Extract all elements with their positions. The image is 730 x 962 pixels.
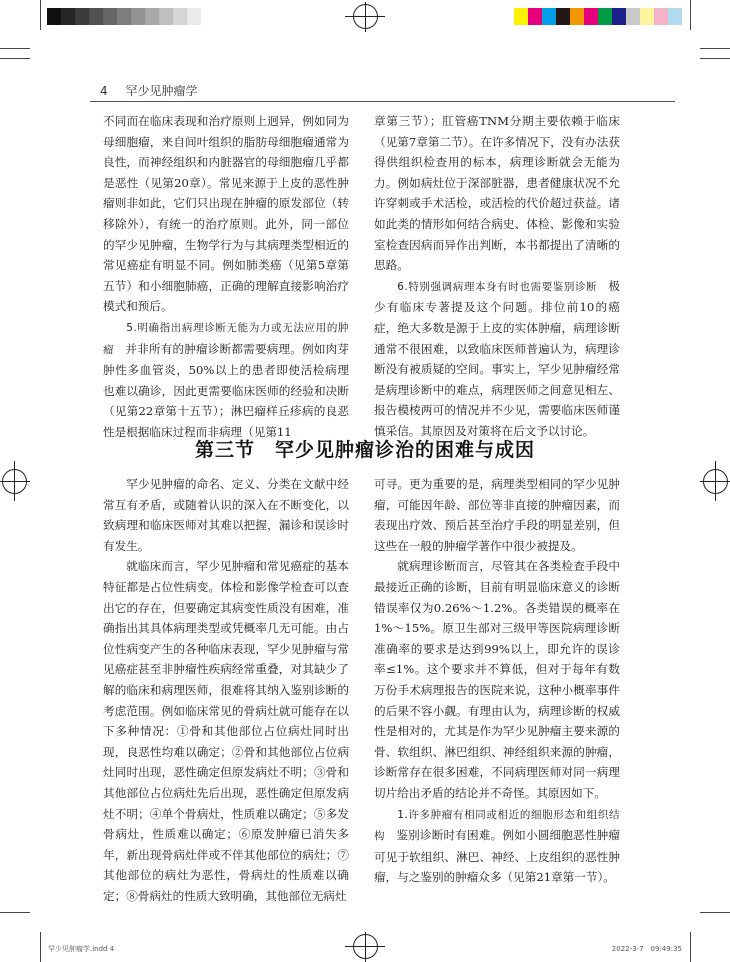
bottom-left-column xyxy=(103,474,349,906)
calibration-swatch xyxy=(75,8,89,25)
paragraph xyxy=(374,474,620,556)
paragraph-lead: 1.许多肿瘤有相同或相近的细胞形态和组织结构 xyxy=(374,808,620,843)
calibration-swatch xyxy=(145,8,159,25)
paragraph xyxy=(103,474,349,556)
file-info-right: 2022-3-7 09:49:35 xyxy=(611,945,682,953)
calibration-swatch xyxy=(159,8,173,25)
trim-mark xyxy=(700,912,730,913)
calibration-swatch xyxy=(187,8,201,25)
registration-mark-right xyxy=(700,461,730,501)
calibration-swatch xyxy=(542,8,556,25)
calibration-swatch xyxy=(173,8,187,25)
top-right-column xyxy=(374,111,620,442)
trim-mark xyxy=(0,48,30,49)
calibration-swatch xyxy=(514,8,528,25)
trim-mark xyxy=(0,912,30,913)
trim-mark xyxy=(40,0,41,30)
trim-mark xyxy=(40,932,41,962)
paragraph xyxy=(103,317,349,443)
calibration-swatch xyxy=(117,8,131,25)
paragraph-text: 极少有临床专著提及这个问题。排位前10的癌症，绝大多数是源于上皮的实体肿瘤，病理诊断通常不很困难，以致临床医师普遍认为，病理诊断没有被质疑的空间。事实上，罕少见肿瘤经常是病理诊断中的难点，病理医师之间意见相左、报告模棱两可的情况并不少见，需要临床医师谨慎采信。其原因及对策将在后文予以讨论。 xyxy=(374,278,620,438)
paragraph-lead: 5.明确指出病理诊断无能为力或无法应用的肿瘤 xyxy=(103,321,349,356)
calibration-swatch xyxy=(668,8,682,25)
paragraph-text: 鉴别诊断时有困难。例如小圆细胞恶性肿瘤可见于软组织、淋巴、神经、上皮组织的恶性肿瘤，与之鉴别的肿瘤众多（见第21章第一节）。 xyxy=(374,828,620,885)
registration-mark-bottom xyxy=(345,932,385,962)
paragraph xyxy=(374,556,620,803)
paragraph xyxy=(374,111,620,276)
bottom-right-column xyxy=(374,474,620,888)
calibration-swatch xyxy=(556,8,570,25)
paragraph-text: 就病理诊断而言，尽管其在各类检查手段中最接近正确的诊断，目前有明显临床意义的诊断错误率仅为0.26%～1.2%。各类错误的概率在1%～15%。原卫生部对三级甲等医院病理诊断准确率的要求是达到99%以上，即允许的误诊率≤1%。这个要求并不算低，但对于每年有数万份手术病理报告的医院来说，这种小概率事件的后果不容小觑。有理由认为，病理诊断的权威性是相对的，尤其是作为罕少见肿瘤主要来源的骨、软组织、淋巴组织、神经组织来源的肿瘤，诊断常存在很多困难，不同病理医师对同一病理切片给出矛盾的结论并不奇怪。其原因如下。 xyxy=(374,559,620,800)
calibration-swatch xyxy=(640,8,654,25)
paragraph-text: 不同而在临床表现和治疗原则上迥异，例如同为母细胞瘤，来自间叶组织的脂肪母细胞瘤通常为良性，而神经组织和内脏器官的母细胞瘤几乎都是恶性（见第20章）。常见来源于上皮的恶性肿瘤则非如此，它们只出现在肿瘤的原发部位（转移除外），有统一的治疗原则。此外，同一部位的罕少见肿瘤，生物学行为与其病理类型相近的常见癌症有明显不同。例如肺类癌（见第5章第五节）和小细胞肺癌，正确的理解直接影响治疗模式和预后。 xyxy=(103,114,349,314)
trim-mark xyxy=(0,58,30,59)
paragraph-text: 就临床而言，罕少见肿瘤和常见癌症的基本特征都是占位性病变。体检和影像学检查可以查出它的存在，但要确定其病变性质没有困难，准确指出其具体病理类型或凭概率几无可能。由占位性病变产生的各种临床表现，罕少见肿瘤与常见癌症甚至非肿瘤性疾病经常重叠，对其缺少了解的临床和病理医师，很难将其纳入鉴别诊断的考虑范围。例如临床常见的骨病灶就可能存在以下多种情况：①骨和其他部位占位病灶同时出现，良恶性均难以确定；②骨和其他部位占位病灶同时出现，恶性确定但原发病灶不明；③骨和其他部位占位病灶先后出现，恶性确定但原发病灶不明；④单个骨病灶，性质难以确定；⑤多发骨病灶，性质难以确定；⑥原发肿瘤已消失多年，新出现骨病灶伴或不伴其他部位的病灶；⑦其他部位的病灶为恶性，骨病灶的性质难以确定；⑧骨病灶的性质大致明确，其他部位无病灶 xyxy=(103,559,349,903)
trim-mark xyxy=(700,48,730,49)
calibration-swatch xyxy=(131,8,145,25)
trim-mark xyxy=(690,932,691,962)
calibration-swatch xyxy=(626,8,640,25)
paragraph-text: 可寻。更为重要的是，病理类型相同的罕少见肿瘤，可能因年龄、部位等非直接的肿瘤因素，而表现出疗效、预后甚至治疗手段的明显差别，但这些在一般的肿瘤学著作中很少被提及。 xyxy=(374,477,620,553)
calibration-swatch xyxy=(61,8,75,25)
calibration-swatch xyxy=(89,8,103,25)
trim-mark xyxy=(690,0,691,30)
registration-mark-top xyxy=(345,2,385,32)
paragraph xyxy=(103,556,349,906)
gray-calibration-bar xyxy=(47,8,215,25)
trim-mark xyxy=(700,58,730,59)
top-left-column xyxy=(103,111,349,443)
calibration-swatch xyxy=(103,8,117,25)
calibration-swatch xyxy=(654,8,668,25)
calibration-swatch xyxy=(570,8,584,25)
calibration-swatch xyxy=(584,8,598,25)
paragraph xyxy=(103,111,349,317)
page-number: 4 xyxy=(100,84,108,98)
paragraph xyxy=(374,276,620,442)
calibration-swatch xyxy=(612,8,626,25)
paragraph xyxy=(374,804,620,888)
paragraph-lead: 6.特别强调病理本身有时也需要鉴别诊断 xyxy=(397,280,609,293)
calibration-swatch xyxy=(682,8,696,25)
paragraph-text: 罕少见肿瘤的命名、定义、分类在文献中经常互有矛盾，或随着认识的深入在不断变化，以致病理和临床医师对其难以把握，漏诊和误诊时有发生。 xyxy=(103,477,349,553)
section-heading: 第三节 罕少见肿瘤诊治的困难与成因 xyxy=(194,439,535,461)
paragraph-text: 章第三节）；肛管癌TNM分期主要依赖于临床（见第7章第二节）。在许多情况下，没有办法获得供组织检查用的标本，病理诊断就会无能为力。例如病灶位于深部脏器，患者健康状况不允许穿刺或手术活检，或活检的代价超过获益。诸如此类的情形如何结合病史、体检、影像和实验室检查因病而异作出判断，本书都提出了清晰的思路。 xyxy=(374,114,620,273)
header-rule xyxy=(90,101,675,102)
calibration-swatch xyxy=(47,8,61,25)
paragraph-text: 并非所有的肿瘤诊断都需要病理。例如肉芽肿性多血管炎，50%以上的患者即使活检病理也难以确诊，因此更需要临床医师的经验和决断（见第22章第十五节）；淋巴瘤样丘疹病的良恶性是根据临床过程而非病理（见第11 xyxy=(103,341,349,439)
color-calibration-bar xyxy=(514,8,696,25)
calibration-swatch xyxy=(598,8,612,25)
registration-mark-left xyxy=(0,461,30,501)
running-header xyxy=(100,82,197,99)
calibration-swatch xyxy=(528,8,542,25)
running-title: 罕少见肿瘤学 xyxy=(125,84,198,98)
file-info-left: 罕少见肿瘤学.indd 4 xyxy=(48,945,115,953)
calibration-swatch xyxy=(201,8,215,25)
